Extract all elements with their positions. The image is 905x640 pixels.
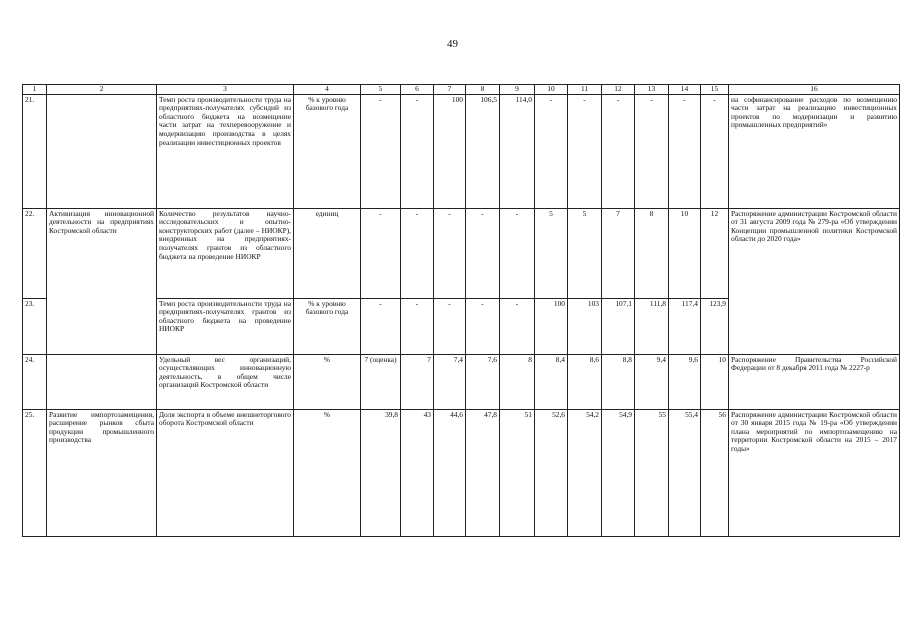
value-cell: 56 [701,409,729,536]
value-cell: 39,8 [361,409,401,536]
indicator-cell: Доля экспорта в объеме внешнеторгового оборота Костромской области [157,409,294,536]
row-number: 23. [23,298,47,354]
value-cell: - [361,208,401,298]
task-cell [47,354,157,409]
value-cell: 8 [500,354,535,409]
row-number: 22. [23,208,47,298]
value-cell: 44,6 [434,409,466,536]
table-row [23,409,900,536]
value-cell: - [466,298,500,354]
header-cell: 9 [500,85,535,95]
value-cell: - [401,208,434,298]
indicator-cell: Количество результатов научно-исследовательских и опытно-конструкторских работ (далее – НИОКР), внедренных на предприятиях-получателях грантов из областного бюджета на проведение НИОКР [157,208,294,298]
value-cell: 10 [701,354,729,409]
unit-cell: % [294,354,361,409]
value-cell: - [361,94,401,208]
value-cell: 8,8 [602,354,635,409]
value-cell: 107,1 [602,298,635,354]
value-cell: 54,9 [602,409,635,536]
header-cell: 10 [535,85,568,95]
value-cell: - [669,94,701,208]
document-cell: Распоряжение администрации Костромской области от 30 января 2015 года № 19-ра «Об утверждении плана мероприятий по импортозамещению на территории Костромской области на 2015 – 2017 годы» [729,409,900,536]
row-number: 24. [23,354,47,409]
value-cell: 100 [434,94,466,208]
value-cell: - [701,94,729,208]
value-cell: 103 [568,298,602,354]
header-cell: 3 [157,85,294,95]
value-cell: 7,4 [434,354,466,409]
value-cell: - [500,208,535,298]
value-cell: 54,2 [568,409,602,536]
value-cell: 55 [635,409,669,536]
value-cell: 117,4 [669,298,701,354]
row-number: 25. [23,409,47,536]
indicators-table [22,84,900,537]
value-cell: 8,4 [535,354,568,409]
value-cell: 52,6 [535,409,568,536]
header-cell: 7 [434,85,466,95]
value-cell: 106,5 [466,94,500,208]
indicator-cell: Темп роста производительности труда на предприятиях-получателях субсидий из областного бюджета на возмещение части затрат на техперевооружение и модернизацию производства в целях реализации инвестиционных проектов [157,94,294,208]
value-cell: - [401,94,434,208]
value-cell: 9,4 [635,354,669,409]
row-number: 21. [23,94,47,208]
value-cell: 5 [568,208,602,298]
value-cell: - [568,94,602,208]
value-cell: 100 [535,298,568,354]
document-cell: Распоряжение администрации Костромской области от 31 августа 2009 года № 279-ра «Об утверждении Концепции промышленной политики Костромской области до 2020 года» [729,208,900,354]
header-cell: 8 [466,85,500,95]
indicator-cell: Темп роста производительности труда на предприятиях-получателях грантов из областного бюджета на проведение НИОКР [157,298,294,354]
task-cell: Активизация инновационной деятельности на предприятиях Костромской области [47,208,157,354]
header-row [23,85,900,95]
value-cell: 47,8 [466,409,500,536]
header-cell: 4 [294,85,361,95]
header-cell: 13 [635,85,669,95]
value-cell: 7 [401,354,434,409]
value-cell: 9,6 [669,354,701,409]
header-cell: 16 [729,85,900,95]
page-number: 49 [447,38,458,50]
value-cell: 10 [669,208,701,298]
value-cell: 51 [500,409,535,536]
header-cell: 1 [23,85,47,95]
value-cell: 7 (оценка) [361,354,401,409]
header-cell: 11 [568,85,602,95]
table-row [23,94,900,208]
unit-cell: % [294,409,361,536]
header-cell: 15 [701,85,729,95]
value-cell: - [361,298,401,354]
header-cell: 12 [602,85,635,95]
value-cell: 8 [635,208,669,298]
value-cell: 114,0 [500,94,535,208]
value-cell: 7,6 [466,354,500,409]
unit-cell: % к уровню базового года [294,94,361,208]
value-cell: - [434,298,466,354]
value-cell: - [635,94,669,208]
value-cell: - [535,94,568,208]
value-cell: 55,4 [669,409,701,536]
value-cell: 123,9 [701,298,729,354]
value-cell: 43 [401,409,434,536]
indicator-cell: Удельный вес организаций, осуществляющих инновационную деятельность, в общем числе организаций Костромской области [157,354,294,409]
value-cell: - [401,298,434,354]
value-cell: 5 [535,208,568,298]
header-cell: 5 [361,85,401,95]
unit-cell: единиц [294,208,361,298]
table-row [23,208,900,298]
value-cell: - [500,298,535,354]
unit-cell: % к уровню базового года [294,298,361,354]
value-cell: - [434,208,466,298]
value-cell: 12 [701,208,729,298]
document-cell: на софинансирование расходов по возмещению части затрат на реализацию инвестиционных проектов по модернизации и развитию промышленных предприятий» [729,94,900,208]
task-cell [47,94,157,208]
value-cell: - [602,94,635,208]
value-cell: 111,8 [635,298,669,354]
table-row [23,354,900,409]
value-cell: 7 [602,208,635,298]
value-cell: 8,6 [568,354,602,409]
document-cell: Распоряжение Правительства Российской Федерации от 8 декабря 2011 года № 2227-р [729,354,900,409]
header-cell: 2 [47,85,157,95]
header-cell: 6 [401,85,434,95]
task-cell: Развитие импортозамещения, расширение рынков сбыта продукции промышленного производства [47,409,157,536]
header-cell: 14 [669,85,701,95]
value-cell: - [466,208,500,298]
